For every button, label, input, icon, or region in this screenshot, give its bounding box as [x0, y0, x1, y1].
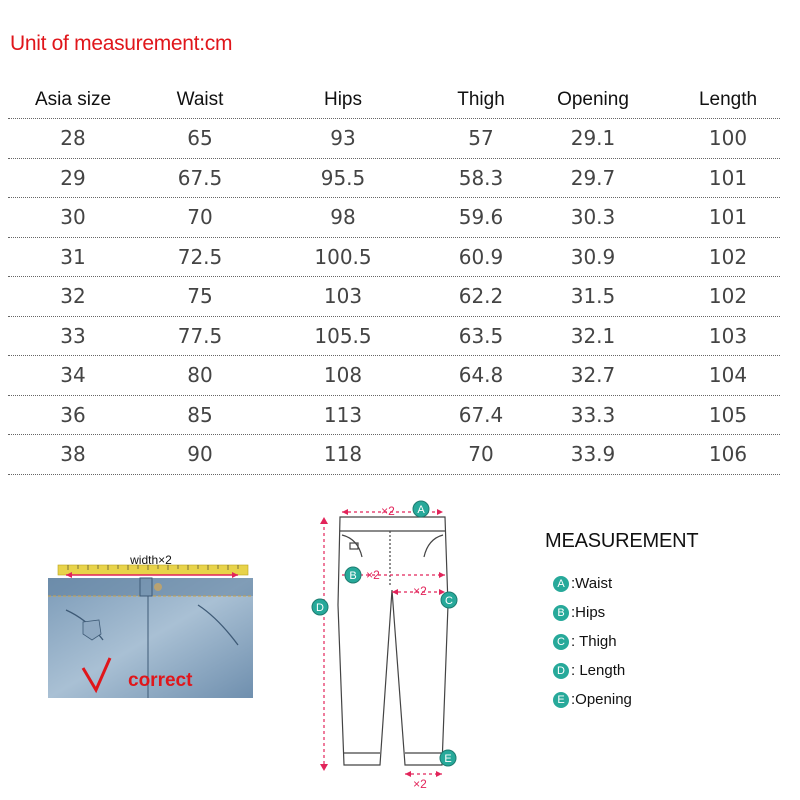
- table-cell: 77.5: [177, 323, 223, 348]
- table-cell: 58.3: [458, 165, 504, 190]
- width-x2-label: width×2: [130, 553, 172, 567]
- table-cell: 113: [323, 402, 363, 427]
- thigh-x2-label: ×2: [413, 584, 427, 598]
- table-cell: 33: [60, 323, 86, 348]
- jeans-measurement-diagram: [300, 495, 470, 795]
- table-cell: 108: [323, 363, 363, 388]
- table-cell: 32: [60, 284, 86, 309]
- measurement-legend: [545, 530, 785, 714]
- table-cell: 59.6: [458, 205, 504, 230]
- table-cell: 103: [708, 323, 748, 348]
- table-cell: 63.5: [458, 323, 504, 348]
- table-row: [8, 238, 780, 278]
- table-cell: 32.7: [570, 363, 616, 388]
- column-header: Hips: [323, 89, 363, 110]
- legend-item: [545, 627, 785, 656]
- size-chart-table: [8, 82, 780, 475]
- table-row: [8, 198, 780, 238]
- column-header: Length: [698, 89, 758, 110]
- column-header: Asia size: [34, 89, 112, 110]
- table-cell: 29.7: [570, 165, 616, 190]
- table-header-row: [8, 82, 780, 119]
- table-cell: 80: [187, 363, 213, 388]
- jeans-outline-diagram: [300, 495, 470, 795]
- waist-x2-label: ×2: [381, 504, 395, 518]
- table-cell: 95.5: [320, 165, 366, 190]
- table-row: [8, 396, 780, 436]
- table-cell: 60.9: [458, 244, 504, 269]
- table-cell: 34: [60, 363, 86, 388]
- column-header: Thigh: [457, 89, 505, 110]
- table-cell: 31: [60, 244, 86, 269]
- table-cell: 104: [708, 363, 748, 388]
- table-cell: 36: [60, 402, 86, 427]
- table-row: [8, 317, 780, 357]
- table-row: [8, 119, 780, 159]
- table-row: [8, 277, 780, 317]
- table-cell: 33.3: [570, 402, 616, 427]
- table-cell: 98: [330, 205, 356, 230]
- table-cell: 65: [187, 126, 213, 151]
- legend-label: :Hips: [571, 604, 606, 621]
- legend-badge: C: [553, 634, 569, 650]
- legend-title: MEASUREMENT: [545, 530, 699, 552]
- table-cell: 28: [60, 126, 86, 151]
- table-cell: 105: [708, 402, 748, 427]
- marker-a: A: [417, 504, 425, 516]
- table-cell: 101: [708, 205, 748, 230]
- table-cell: 103: [323, 284, 363, 309]
- legend-item: [545, 685, 785, 714]
- legend-items: [545, 569, 785, 714]
- table-cell: 67.5: [177, 165, 223, 190]
- legend-item: [545, 656, 785, 685]
- unit-of-measurement-label: Unit of measurement:cm: [10, 32, 233, 55]
- table-cell: 32.1: [570, 323, 616, 348]
- marker-e: E: [444, 753, 452, 765]
- column-header: Waist: [176, 89, 224, 110]
- table-cell: 62.2: [458, 284, 504, 309]
- table-cell: 75: [187, 284, 213, 309]
- column-header: Opening: [557, 89, 629, 110]
- legend-item: [545, 598, 785, 627]
- table-cell: 85: [187, 402, 213, 427]
- jeans-photo-illustration: [48, 550, 253, 698]
- table-cell: 102: [708, 244, 748, 269]
- legend-label: : Thigh: [571, 633, 617, 650]
- legend-item: [545, 569, 785, 598]
- table-cell: 30.3: [570, 205, 616, 230]
- table-cell: 29: [60, 165, 86, 190]
- table-cell: 31.5: [570, 284, 616, 309]
- table-cell: 64.8: [458, 363, 504, 388]
- legend-label: :Waist: [571, 575, 613, 592]
- table-cell: 70: [468, 442, 494, 467]
- marker-d: D: [316, 602, 324, 614]
- marker-c: C: [445, 595, 453, 607]
- table-cell: 30.9: [570, 244, 616, 269]
- table-cell: 38: [60, 442, 86, 467]
- legend-badge: A: [553, 576, 569, 592]
- table-body: [8, 119, 780, 475]
- table-row: [8, 159, 780, 199]
- legend-label: :Opening: [571, 691, 632, 708]
- table-cell: 72.5: [177, 244, 223, 269]
- table-cell: 67.4: [458, 402, 504, 427]
- table-cell: 101: [708, 165, 748, 190]
- table-cell: 57: [468, 126, 494, 151]
- legend-badge: D: [553, 663, 569, 679]
- table-cell: 70: [187, 205, 213, 230]
- jeans-waist-photo: [48, 550, 253, 698]
- hips-x2-label: ×2: [366, 568, 380, 582]
- table-cell: 33.9: [570, 442, 616, 467]
- table-row: [8, 435, 780, 475]
- legend-badge: B: [553, 605, 569, 621]
- table-cell: 90: [187, 442, 213, 467]
- legend-label: : Length: [571, 662, 626, 679]
- legend-badge: E: [553, 692, 569, 708]
- table-cell: 100.5: [314, 244, 372, 269]
- marker-b: B: [349, 570, 357, 582]
- table-row: [8, 356, 780, 396]
- table-cell: 30: [60, 205, 86, 230]
- table-cell: 93: [330, 126, 356, 151]
- table-cell: 106: [708, 442, 748, 467]
- table-cell: 29.1: [570, 126, 616, 151]
- table-cell: 100: [708, 126, 748, 151]
- correct-label: correct: [128, 670, 193, 691]
- opening-x2-label: ×2: [413, 777, 427, 791]
- table-cell: 102: [708, 284, 748, 309]
- table-cell: 105.5: [314, 323, 372, 348]
- table-cell: 118: [323, 442, 363, 467]
